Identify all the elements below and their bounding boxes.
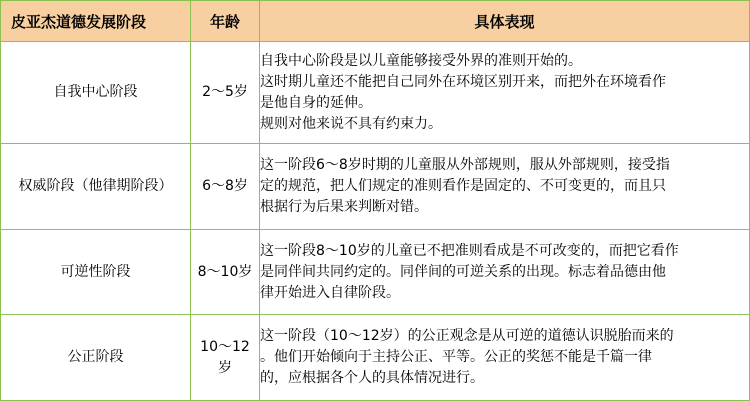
age-line: 岁	[218, 359, 232, 376]
description-line: 是同伴间共同约定的。同伴间的可逆关系的出现。标志着品德由他	[260, 263, 666, 280]
table-row	[1, 315, 750, 401]
stage-cell: 可逆性阶段	[1, 230, 191, 315]
header-age: 年龄	[191, 1, 260, 42]
description-line: 这一阶段8～10岁的儿童已不把准则看成是不可改变的，而把它看作	[260, 242, 679, 259]
age-cell: 6～8岁	[191, 144, 260, 230]
age-line: 10～12	[200, 338, 250, 355]
description-line: 这时期儿童还不能把自己同外在环境区别开来，而把外在环境看作	[260, 73, 666, 90]
description-line: 规则对他来说不具有约束力。	[260, 115, 442, 132]
table-row	[1, 42, 750, 144]
header-stage: 皮亚杰道德发展阶段	[1, 1, 191, 42]
description-line: 自我中心阶段是以儿童能够接受外界的准则开始的。	[260, 52, 582, 69]
description-line: 是他自身的延伸。	[260, 94, 372, 111]
description-line: 这一阶段（10～12岁）的公正观念是从可逆的道德认识脱胎而来的	[260, 328, 674, 344]
description-cell	[260, 315, 750, 401]
description-line: 根据行为后果来判断对错。	[260, 199, 428, 215]
description-line: 律开始进入自律阶段。	[260, 284, 400, 301]
description-line: 定的规范，把人们规定的准则看作是固定的、不可变更的，而且只	[260, 178, 666, 194]
table-row	[1, 144, 750, 230]
header-description: 具体表现	[260, 1, 750, 42]
stage-cell: 自我中心阶段	[1, 42, 191, 144]
age-cell	[191, 315, 260, 401]
stage-cell: 权威阶段（他律期阶段）	[1, 144, 191, 230]
header-row	[1, 1, 750, 42]
description-cell	[260, 144, 750, 230]
table-row	[1, 230, 750, 315]
description-line: 。他们开始倾向于主持公正、平等。公正的奖惩不能是千篇一律	[260, 349, 652, 365]
description-line: 这一阶段6～8岁时期的儿童服从外部规则，服从外部规则，接受指	[260, 157, 670, 173]
description-cell	[260, 230, 750, 315]
stage-cell: 公正阶段	[1, 315, 191, 401]
description-cell	[260, 42, 750, 144]
age-cell: 8～10岁	[191, 230, 260, 315]
description-line: 的，应根据各个人的具体情况进行。	[260, 370, 484, 386]
age-cell: 2～5岁	[191, 42, 260, 144]
